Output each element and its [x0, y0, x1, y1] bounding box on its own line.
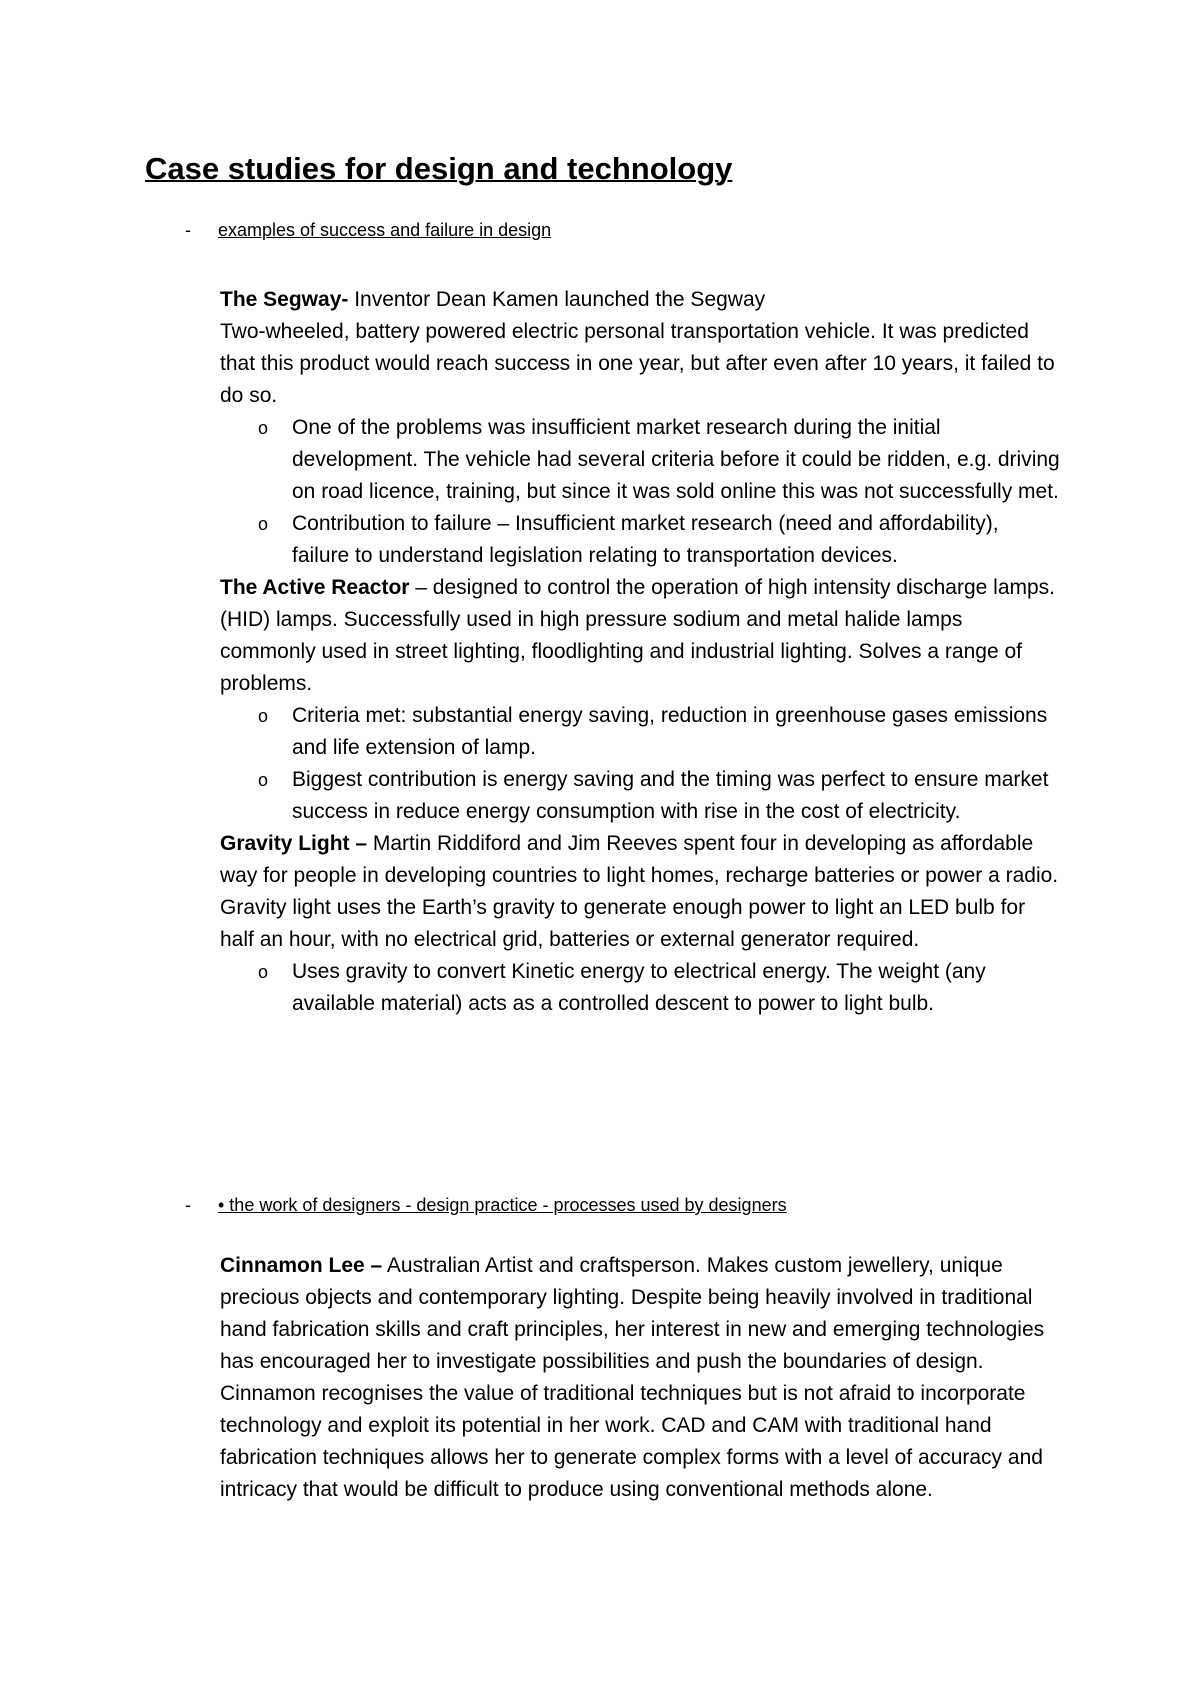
list-item: [220, 508, 1060, 572]
active-reactor-paragraph: [220, 572, 1060, 700]
case-studies-block: [220, 284, 1060, 1020]
section-heading-text: examples of success and failure in design: [218, 220, 552, 240]
dash-marker: -: [185, 1195, 191, 1215]
dash-marker: -: [185, 220, 191, 240]
cinnamon-lee-name: Cinnamon Lee –: [220, 1254, 383, 1277]
active-reactor-bullet-list: [220, 700, 1060, 828]
page-title: Case studies for design and technology: [145, 151, 733, 186]
list-item-text: One of the problems was insufficient market research during the initial development. The vehicle had several criteria before it could be ridden, e.g. driving on road licence, training, but since it was sold online this was not successfully met.: [292, 416, 1060, 503]
list-item: [220, 412, 1060, 508]
segway-bullet-list: [220, 412, 1060, 572]
gravity-light-name: Gravity Light –: [220, 832, 368, 855]
list-item-text: Criteria met: substantial energy saving, reduction in greenhouse gases emissions and life extension of lamp.: [292, 704, 1048, 759]
circle-bullet-icon: o: [258, 418, 269, 438]
active-reactor-text: – designed to control the operation of high intensity discharge lamps. (HID) lamps. Successfully used in high pressure sodium and metal halide lamps commonly used in street lighting, floodlighting and industrial lighting. Solves a range of problems.: [220, 576, 1056, 695]
gravity-light-bullet-list: [220, 956, 1060, 1020]
list-item-text: Contribution to failure – Insufficient market research (need and affordability), failure to understand legislation relating to transportation devices.: [292, 512, 999, 567]
circle-bullet-icon: o: [258, 770, 269, 790]
list-item: [220, 956, 1060, 1020]
gravity-light-paragraph: [220, 828, 1060, 956]
segway-heading: [220, 284, 1060, 316]
circle-bullet-icon: o: [258, 514, 269, 534]
gravity-light-text: Martin Riddiford and Jim Reeves spent four in developing as affordable way for people in developing countries to light homes, recharge batteries or power a radio. Gravity light uses the Earth’s gravity to generate enough power to light an LED bulb for half an hour, with no electrical grid, batteries or external generator required.: [220, 832, 1059, 951]
cinnamon-lee-paragraph: [220, 1250, 1060, 1506]
circle-bullet-icon: o: [258, 706, 269, 726]
segway-description: Two-wheeled, battery powered electric personal transportation vehicle. It was predicted that this product would reach success in one year, but after even after 10 years, it failed to do so.: [220, 320, 1055, 407]
circle-bullet-icon: o: [258, 962, 269, 982]
list-item: [220, 764, 1060, 828]
list-item-text: Biggest contribution is energy saving and the timing was perfect to ensure market success in reduce energy consumption with rise in the cost of electricity.: [292, 768, 1049, 823]
section-heading-text: • the work of designers - design practice - processes used by designers: [218, 1195, 787, 1215]
list-item-text: Uses gravity to convert Kinetic energy to electrical energy. The weight (any available material) acts as a controlled descent to power to light bulb.: [292, 960, 986, 1015]
list-item: [220, 700, 1060, 764]
designers-block: [220, 1250, 1060, 1506]
cinnamon-lee-text: Australian Artist and craftsperson. Makes custom jewellery, unique precious objects and contemporary lighting. Despite being heavily involved in traditional hand fabrication skills and craft principles, her interest in new and emerging technologies has encouraged her to investigate possibilities and push the boundaries of design. Cinnamon recognises the value of traditional techniques but is not afraid to incorporate technology and exploit its potential in her work. CAD and CAM with traditional hand fabrication techniques allows her to generate complex forms with a level of accuracy and intricacy that would be difficult to produce using conventional methods alone.: [220, 1254, 1045, 1501]
active-reactor-name: The Active Reactor: [220, 576, 410, 599]
segway-intro: Inventor Dean Kamen launched the Segway: [348, 288, 766, 311]
segway-name: The Segway-: [220, 288, 349, 311]
